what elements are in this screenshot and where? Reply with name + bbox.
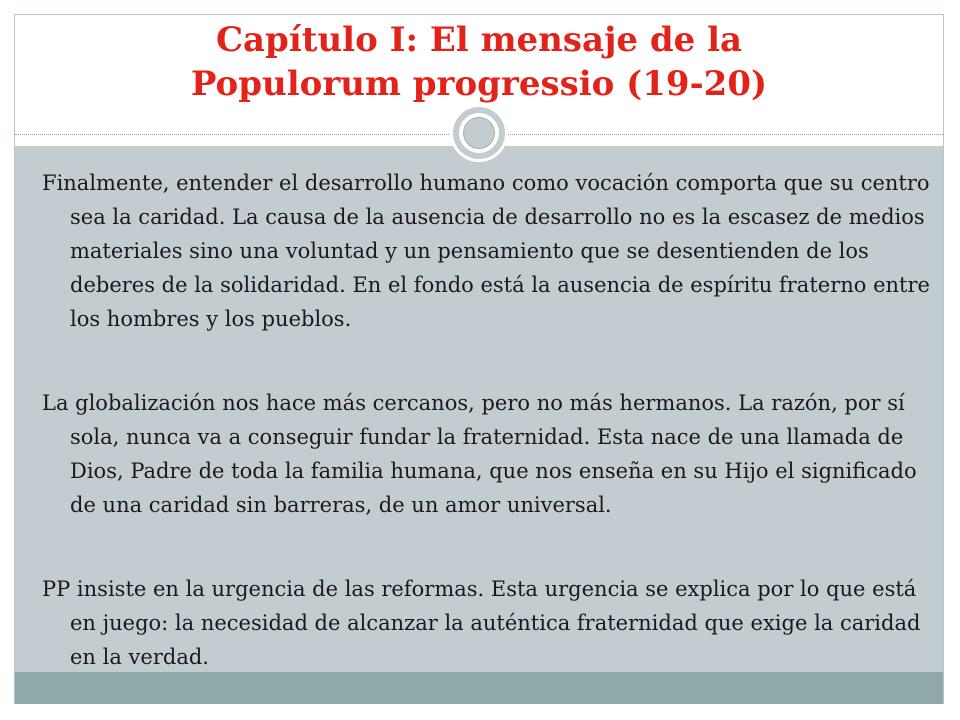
- title-line-1: Capítulo I: El mensaje de la: [215, 20, 743, 60]
- slide-title: [14, 18, 944, 106]
- paragraph-2: La globalización nos hace más cercanos, pero no más hermanos. La razón, por sí sola, nunca va a conseguir fundar la fraternidad. Esta nace de una llamada de Dios, Padre de toda la familia humana, que nos enseña en su Hijo el significado de una caridad sin barreras, de un amor universal.: [42, 391, 917, 517]
- footer-band: [15, 672, 943, 704]
- title-line-2: Populorum progressio (19-20): [190, 64, 768, 104]
- paragraph-1: Finalmente, entender el desarrollo humano como vocación comporta que su centro sea la caridad. La causa de la ausencia de desarrollo no es la escasez de medios materiales sino una voluntad y un pensamiento que se desentienden de los deberes de la solidaridad. En el fondo está la ausencia de espíritu fraterno entre los hombres y los pueblos.: [42, 171, 930, 331]
- decorative-ring-inner-icon: [459, 113, 499, 153]
- paragraph-3: PP insiste en la urgencia de las reformas. Esta urgencia se explica por lo que está en juego: la necesidad de alcanzar la auténtica fraternidad que exige la caridad en la verdad.: [42, 577, 921, 669]
